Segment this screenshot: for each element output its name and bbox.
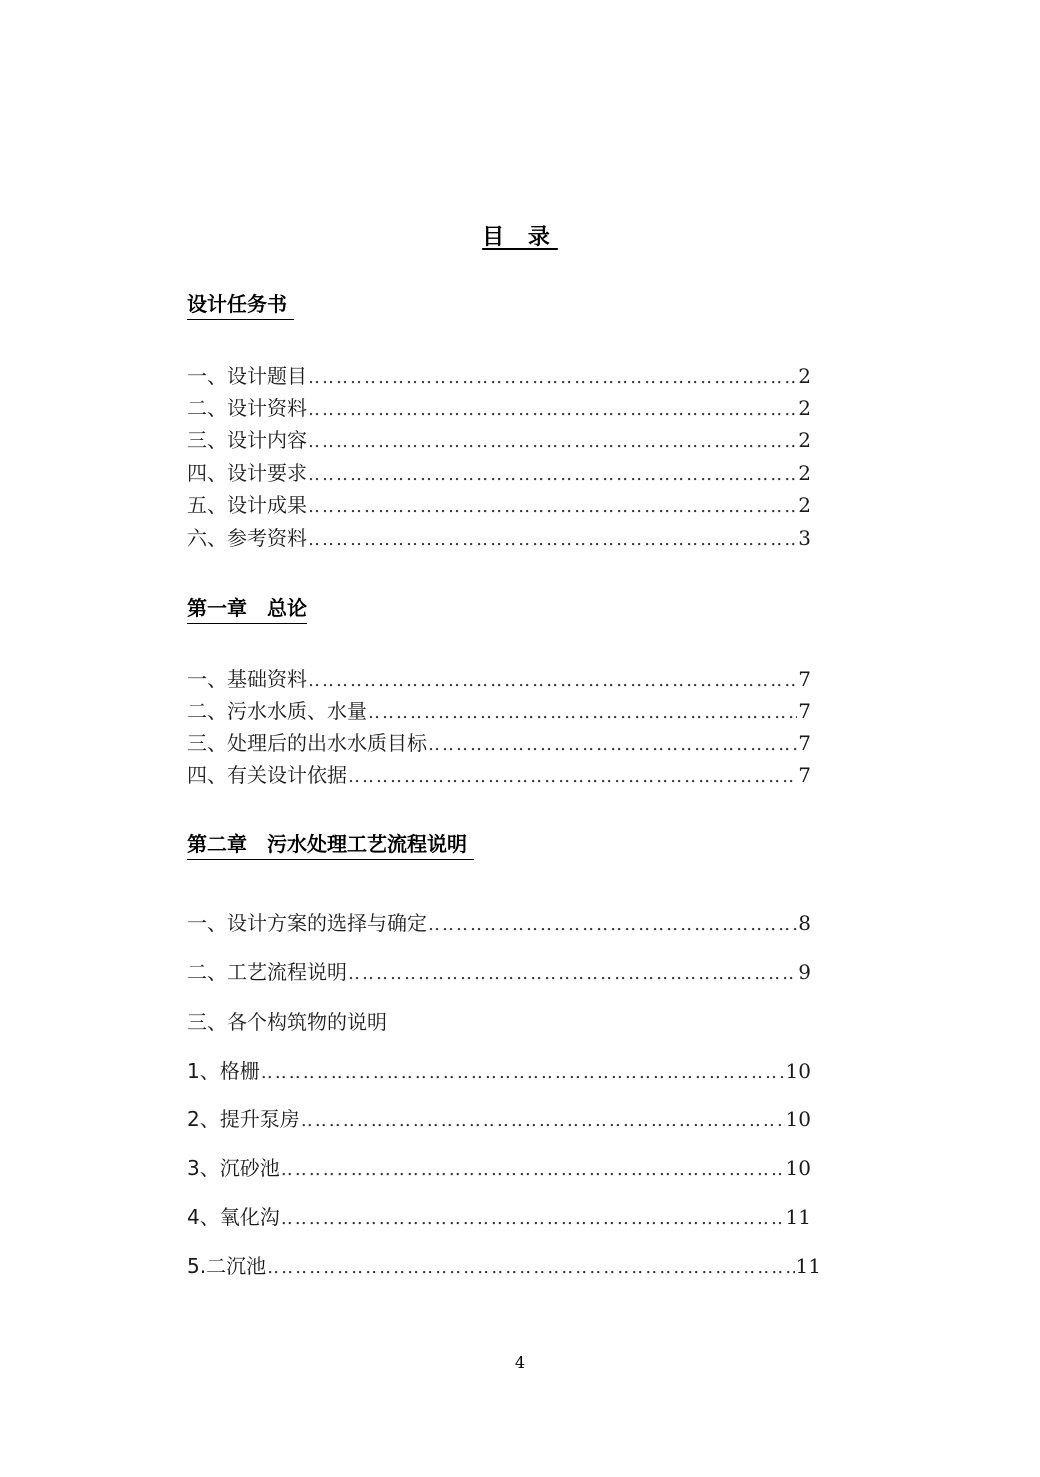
toc-entry-label: 一、基础资料: [187, 667, 307, 691]
toc-entry-label: 二、工艺流程说明: [187, 960, 347, 984]
toc-entry-label: 5.二沉池: [187, 1254, 267, 1278]
toc-entry-label: 3、沉砂池: [187, 1156, 280, 1180]
page-title: [0, 223, 1040, 253]
toc-entry-page: 10: [785, 1156, 811, 1180]
section-heading-task-book[interactable]: 设计任务书: [187, 290, 294, 320]
toc-entry-page: 2: [798, 364, 811, 388]
toc-entry[interactable]: [187, 958, 811, 988]
toc-entry[interactable]: [187, 729, 811, 759]
toc-leader-dots: [308, 526, 797, 554]
toc-entry-page: 2: [798, 461, 811, 485]
toc-entry-label: 二、污水水质、水量: [187, 699, 367, 723]
toc-entry[interactable]: [187, 909, 811, 939]
toc-leader-dots: [261, 1059, 785, 1087]
toc-entry-label: 三、处理后的出水水质目标: [187, 731, 427, 755]
toc-entry[interactable]: [187, 1252, 821, 1282]
toc-entry[interactable]: [187, 761, 811, 791]
toc-entry[interactable]: [187, 1105, 811, 1135]
toc-entry[interactable]: [187, 1154, 811, 1184]
toc-entry-label: 五、设计成果: [187, 493, 307, 517]
toc-entry[interactable]: [187, 1057, 811, 1087]
toc-leader-dots: [281, 1156, 785, 1184]
toc-entry[interactable]: [187, 524, 811, 554]
page-title-text: 目 录: [482, 225, 558, 250]
toc-entry[interactable]: [187, 1203, 811, 1233]
toc-leader-dots: [308, 493, 797, 521]
toc-entry-page: 7: [798, 731, 811, 755]
toc-leader-dots: [308, 396, 797, 424]
toc-entry[interactable]: [187, 491, 811, 521]
toc-entry-page: 11: [795, 1254, 821, 1278]
toc-entry-page: 2: [798, 493, 811, 517]
toc-entry[interactable]: [187, 394, 811, 424]
toc-entry[interactable]: [187, 665, 811, 695]
toc-entry-label: 三、设计内容: [187, 428, 307, 452]
page-number: 4: [514, 1353, 526, 1372]
toc-entry-page: 3: [798, 526, 811, 550]
toc-entry-label: 一、设计方案的选择与确定: [187, 911, 427, 935]
toc-leader-dots: [428, 911, 797, 939]
toc-entry-label: 三、各个构筑物的说明: [187, 1010, 387, 1034]
toc-entry-page: 2: [798, 396, 811, 420]
toc-leader-dots: [308, 667, 797, 695]
section-heading-chapter-2[interactable]: 第二章 污水处理工艺流程说明: [187, 830, 474, 860]
toc-entry[interactable]: [187, 459, 811, 489]
toc-entry-page: 7: [798, 667, 811, 691]
toc-entry-label: 一、设计题目: [187, 364, 307, 388]
toc-entry-page: 11: [785, 1205, 811, 1229]
toc-entry-label: 2、提升泵房: [187, 1107, 300, 1131]
toc-entry-label: 二、设计资料: [187, 396, 307, 420]
toc-entry-page: 9: [798, 960, 811, 984]
toc-entry-label: 六、参考资料: [187, 526, 307, 550]
toc-leader-dots: [308, 428, 797, 456]
toc-leader-dots: [348, 960, 797, 988]
toc-leader-dots: [428, 731, 797, 759]
toc-entry-label: 四、设计要求: [187, 461, 307, 485]
toc-leader-dots: [368, 699, 797, 727]
toc-entry-page: 10: [785, 1059, 811, 1083]
toc-entry[interactable]: [187, 697, 811, 727]
toc-leader-dots: [308, 461, 797, 489]
toc-entry-page: 8: [798, 911, 811, 935]
toc-leader-dots: [308, 364, 797, 392]
toc-entry-label: 1、格栅: [187, 1059, 260, 1083]
toc-leader-dots: [267, 1254, 794, 1282]
toc-entry[interactable]: [187, 426, 811, 456]
toc-leader-dots: [348, 763, 797, 791]
toc-entry-subheading[interactable]: [187, 1008, 387, 1036]
toc-entry-page: 7: [798, 763, 811, 787]
toc-entry[interactable]: [187, 362, 811, 392]
section-heading-chapter-1[interactable]: 第一章 总论: [187, 594, 307, 624]
toc-entry-page: 7: [798, 699, 811, 723]
toc-entry-page: 2: [798, 428, 811, 452]
toc-entry-label: 4、氧化沟: [187, 1205, 280, 1229]
toc-leader-dots: [281, 1205, 785, 1233]
toc-entry-label: 四、有关设计依据: [187, 763, 347, 787]
toc-entry-page: 10: [785, 1107, 811, 1131]
toc-leader-dots: [301, 1107, 785, 1135]
